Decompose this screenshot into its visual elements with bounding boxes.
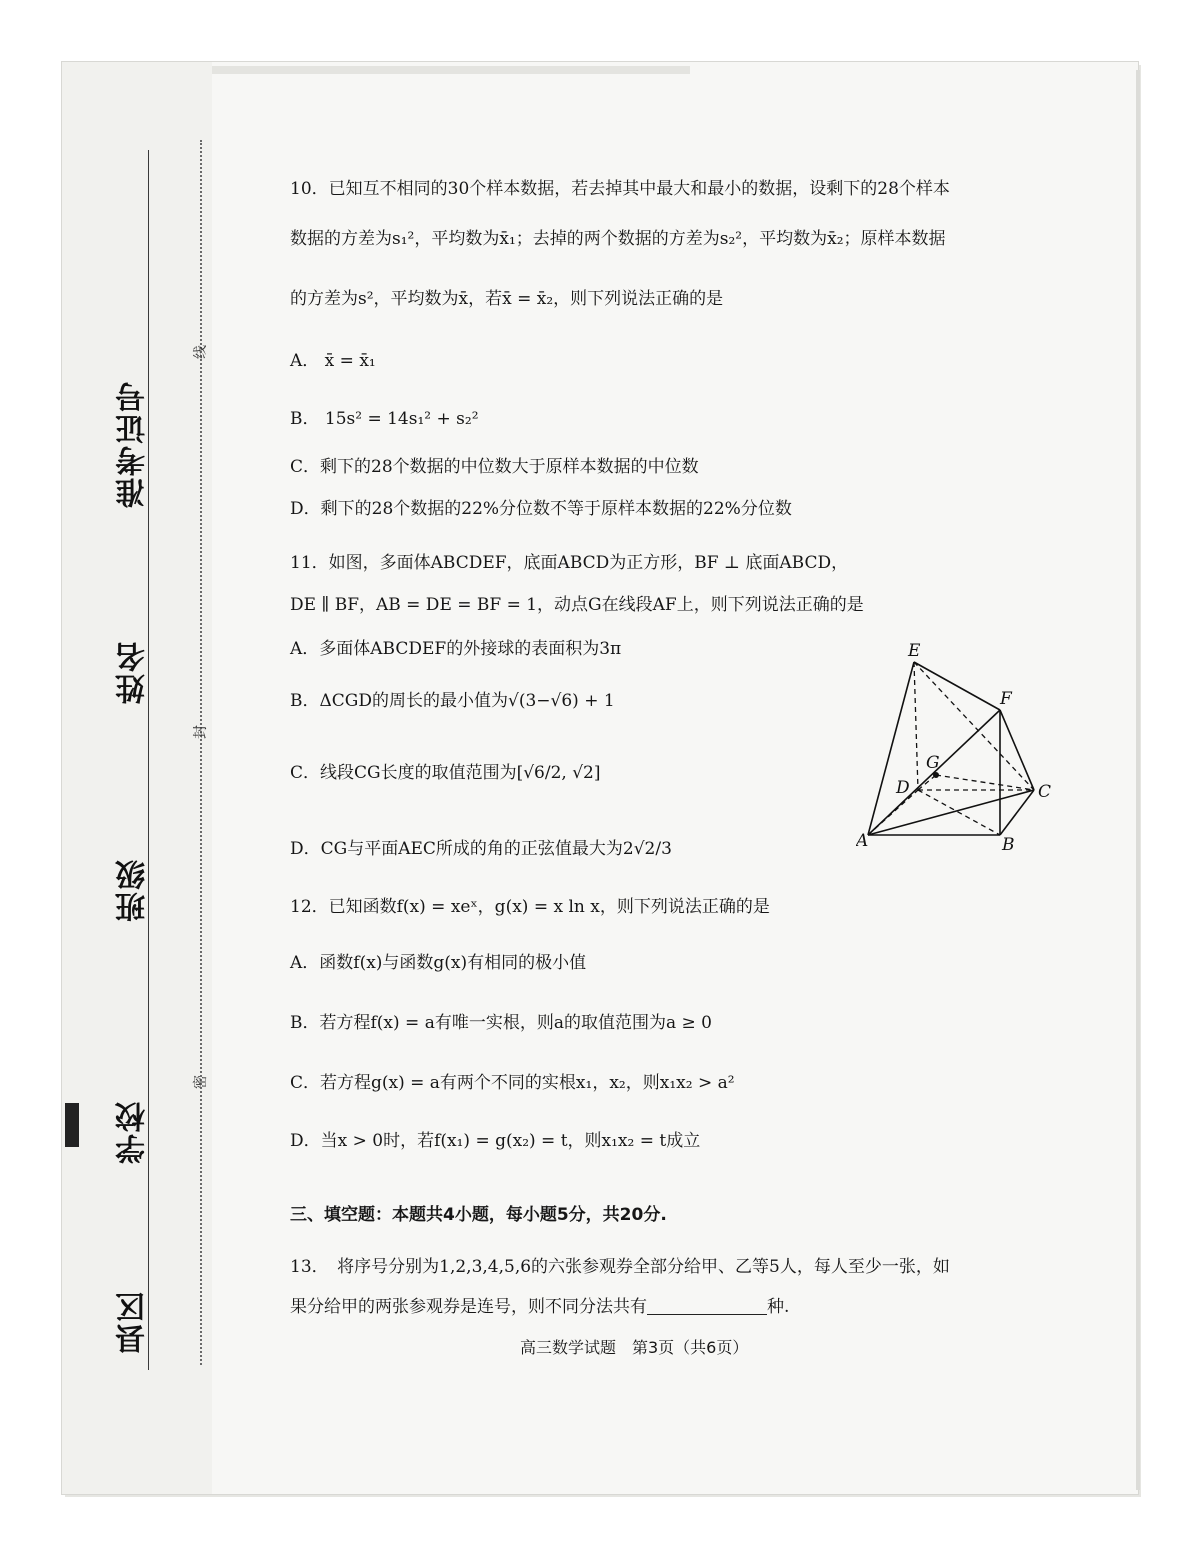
section-3-heading: 三、填空题：本题共4小题，每小题5分，共20分. bbox=[290, 1205, 667, 1225]
q10-option-b: B． 15s² = 14s₁² + s₂² bbox=[290, 409, 479, 429]
label-exam-number: 准考证号 bbox=[116, 380, 151, 508]
binding-rule bbox=[148, 150, 149, 1370]
q11-option-c: C．线段CG长度的取值范围为[√6/2, √2] bbox=[290, 763, 601, 783]
edge-BC bbox=[1000, 790, 1034, 835]
q13-stem-line1: 13． 将序号分别为1,2,3,4,5,6的六张参观券全部分给甲、乙等5人，每人至少一张，如 bbox=[290, 1257, 950, 1277]
seal-line-char: 线 bbox=[193, 345, 209, 359]
scan-shadow bbox=[130, 66, 690, 74]
q12-option-a: A．函数f(x)与函数g(x)有相同的极小值 bbox=[290, 953, 587, 973]
q11-option-a: A．多面体ABCDEF的外接球的表面积为3π bbox=[290, 639, 622, 659]
q10-stem-line1: 10．已知互不相同的30个样本数据，若去掉其中最大和最小的数据，设剩下的28个样本 bbox=[290, 179, 950, 199]
q11-stem-line1: 11．如图，多面体ABCDEF，底面ABCD为正方形，BF ⊥ 底面ABCD， bbox=[290, 553, 849, 573]
label-school: 学校 bbox=[116, 1100, 151, 1164]
edge-DB bbox=[918, 790, 1000, 835]
seal-mi-char: 密 bbox=[193, 1075, 209, 1089]
vertex-label-F: F bbox=[1000, 689, 1012, 709]
scan-marker bbox=[65, 1103, 79, 1147]
vertex-label-E: E bbox=[908, 641, 921, 661]
edge-FC bbox=[1000, 710, 1034, 790]
q11-option-b: B．ΔCGD的周长的最小值为√(3−√6) + 1 bbox=[290, 691, 615, 711]
q10-stem-line3: 的方差为s²，平均数为x̄，若x̄ = x̄₂，则下列说法正确的是 bbox=[290, 289, 724, 309]
edge-DG bbox=[918, 775, 936, 790]
q12-stem: 12．已知函数f(x) = xeˣ，g(x) = x ln x，则下列说法正确的是 bbox=[290, 897, 770, 917]
edge-GC bbox=[936, 775, 1034, 790]
label-name: 姓名 bbox=[116, 640, 151, 704]
q12-option-d: D．当x > 0时，若f(x₁) = g(x₂) = t，则x₁x₂ = t成立 bbox=[290, 1131, 701, 1151]
q11-stem-line2: DE ∥ BF，AB = DE = BF = 1，动点G在线段AF上，则下列说法正确的是 bbox=[290, 595, 864, 615]
scan-edge bbox=[1136, 70, 1140, 1490]
seal-dotted-line bbox=[200, 140, 202, 1365]
label-class: 班级 bbox=[116, 858, 151, 922]
q13-stem-line2 bbox=[290, 1296, 789, 1320]
vertex-label-G: G bbox=[926, 753, 940, 773]
q11-option-d: D．CG与平面AEC所成的角的正弦值最大为2√2/3 bbox=[290, 839, 672, 859]
label-district: 县区 bbox=[116, 1290, 151, 1354]
q12-option-b: B．若方程f(x) = a有唯一实根，则a的取值范围为a ≥ 0 bbox=[290, 1013, 712, 1033]
polyhedron-figure bbox=[856, 640, 1066, 860]
page-footer: 高三数学试题 第3页（共6页） bbox=[520, 1338, 749, 1357]
q13-text-a: 果分给甲的两张参观券是连号，则不同分法共有 bbox=[290, 1297, 647, 1317]
q13-text-b: 种. bbox=[767, 1297, 790, 1317]
q10-option-a: A． x̄ = x̄₁ bbox=[290, 351, 376, 371]
q12-option-c: C．若方程g(x) = a有两个不同的实根x₁，x₂，则x₁x₂ > a² bbox=[290, 1073, 735, 1093]
edge-EA bbox=[868, 662, 914, 835]
q10-option-c: C．剩下的28个数据的中位数大于原样本数据的中位数 bbox=[290, 457, 699, 477]
seal-feng-char: 封 bbox=[193, 725, 209, 739]
q13-answer-blank[interactable] bbox=[647, 1296, 767, 1315]
edge-ED bbox=[914, 662, 918, 790]
q10-stem-line2: 数据的方差为s₁²，平均数为x̄₁；去掉的两个数据的方差为s₂²，平均数为x̄₂；原样本数据 bbox=[290, 229, 946, 249]
edge-EF bbox=[914, 662, 1000, 710]
q10-option-d: D．剩下的28个数据的22%分位数不等于原样本数据的22%分位数 bbox=[290, 499, 792, 519]
binding-margin bbox=[62, 62, 212, 1494]
vertex-label-C: C bbox=[1038, 782, 1052, 802]
vertex-label-B: B bbox=[1002, 835, 1015, 855]
vertex-label-A: A bbox=[856, 831, 869, 851]
vertex-label-D: D bbox=[896, 778, 910, 798]
